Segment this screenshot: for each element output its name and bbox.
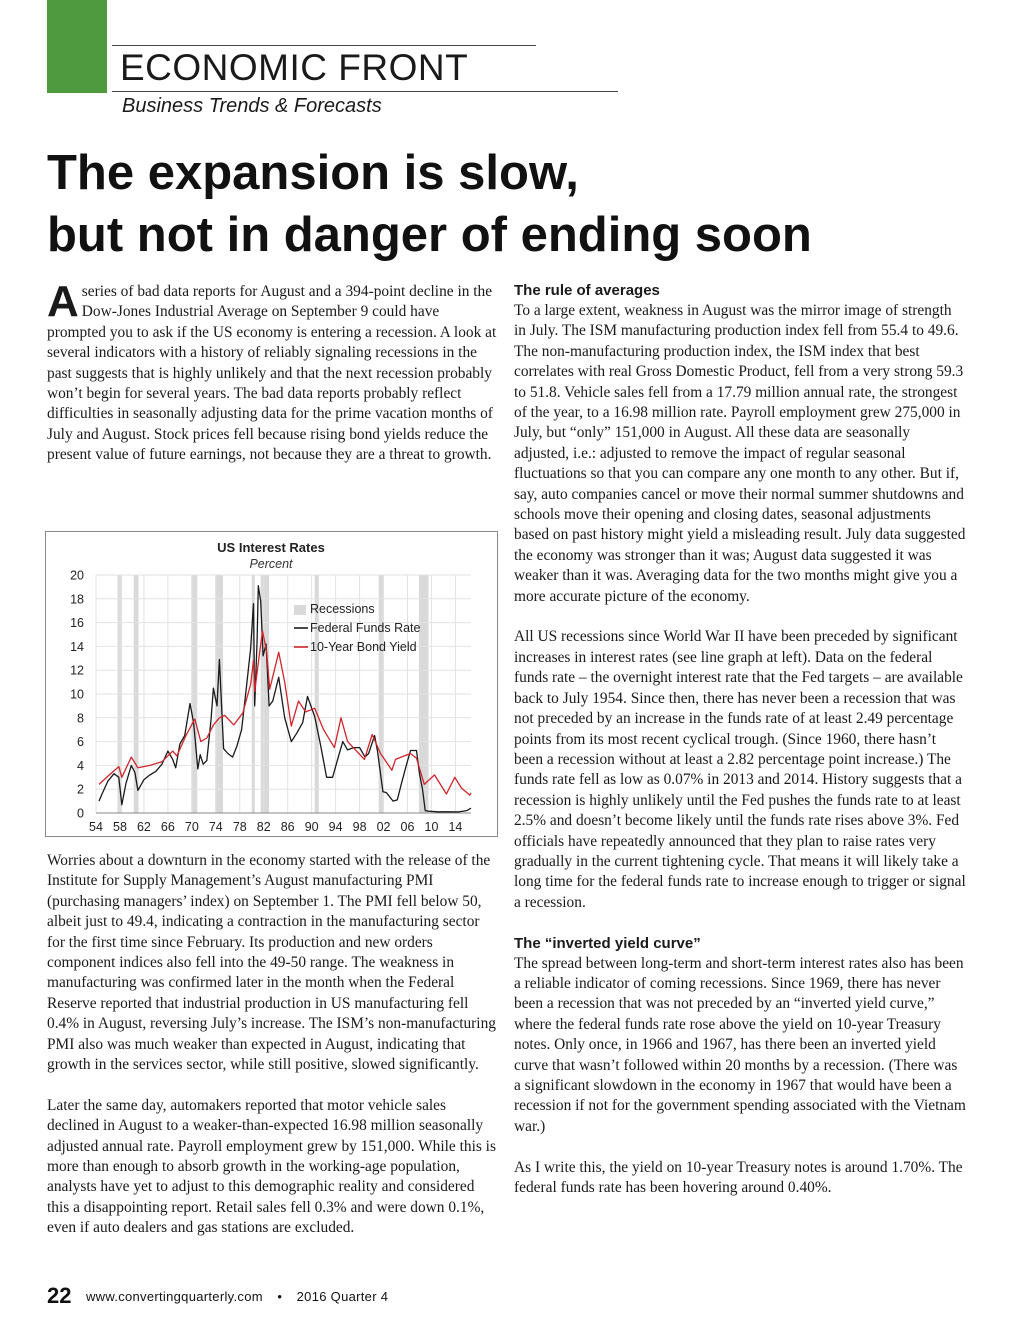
y-tick-label: 6 [77, 735, 84, 750]
pmi-paragraph: Worries about a downturn in the economy started with the release of the Institute for Supply Management’s August manufacturing PMI (purchasing managers’ index) on September 1. The PMI fell below 50, albeit just to 49.4, indicating a contraction in the manufacturing sector for the first time since February. Its production and new orders component indices also fell into the 49-50 range. The weakness in manufacturing was confirmed later in the month when the Federal Reserve reported that industrial production in US manufacturing fell 0.4% in August, reversing July’s increase. The ISM’s non-manufacturing PMI also was much weaker than expected in August, indicating that growth in the services sector, while still positive, slowed significantly. [47, 852, 496, 1074]
x-tick-label: 98 [352, 820, 367, 834]
footer-website: www.convertingquarterly.com [85, 1288, 263, 1304]
x-tick-label: 58 [113, 820, 127, 834]
article-headline [47, 142, 812, 266]
header-rule-bottom [112, 91, 618, 92]
legend-swatch-recessions [294, 605, 306, 615]
x-tick-label: 54 [89, 820, 103, 834]
footer-issue: 2016 Quarter 4 [296, 1288, 389, 1304]
y-tick-label: 14 [70, 639, 84, 654]
y-tick-label: 8 [77, 711, 84, 726]
averages-paragraph: To a large extent, weakness in August was the mirror image of strength in July. The ISM manufacturing production index fell from 55.4 to 49.6. The non-manufacturing production index, the ISM index that best correlates with real Gross Domestic Product, fell from a very strong 59.3 to 51.8. Vehicle sales fell from a 17.79 million annual rate, the strongest of the year, to a 16.98 million rate. Payroll employment grew 275,000 in July, but “only” 151,000 in August. All these data are seasonally adjusted, i.e.: adjusted to remove the impact of regular seasonal fluctuations so that you can compare any one month to any other. But if, say, auto companies cancel or move their normal summer shutdowns and schools move their opening and closing dates, seasonal adjustments based on past history might yield a misleading result. July data suggested the economy was stronger than it was; August data suggested it was weaker than it was. Averaging data for the two months might give you a more accurate picture of the economy. [514, 302, 966, 605]
header-rule-top [112, 45, 536, 46]
recessions-paragraph: All US recessions since World War II have been preceded by significant increases in interest rates (see line graph at left). Data on the federal funds rate – the overnight interest rate that the Fed targets – are available back to July 1954. Since then, there has never been a recession that was not preceded by an increase in the funds rate of at least 2.49 percentage points from its most recent cyclical trough. (Since 1960, there hasn’t been a recession without at least a 2.82 percentage point increase.) The funds rate fell as low as 0.07% in 2013 and 2014. History suggests that a recession is highly unlikely until the Fed pushes the funds rate to at least 2.5% and doesn’t become likely until the funds rate rises above 3%. Fed officials have repeatedly announced that they plan to raise rates very gradually in the current tightening cycle. That means it will likely take a long time for the federal funds rate to increase enough to trigger or signal a recession. [514, 628, 966, 911]
x-tick-label: 62 [136, 820, 151, 834]
y-tick-label: 10 [70, 687, 84, 702]
subhead-rule-of-averages: The rule of averages [514, 282, 660, 299]
y-tick-label: 12 [70, 663, 84, 678]
x-tick-label: 70 [184, 820, 199, 834]
x-tick-label: 90 [304, 820, 319, 834]
legend-label: Recessions [310, 602, 375, 616]
x-tick-label: 94 [328, 820, 343, 834]
y-tick-label: 4 [77, 758, 84, 773]
bond-yield-line [99, 631, 471, 795]
x-tick-label: 14 [448, 820, 463, 834]
x-tick-label: 66 [160, 820, 175, 834]
left-column-bottom [47, 851, 497, 1239]
right-column [514, 281, 966, 1198]
x-tick-label: 02 [376, 820, 391, 834]
x-tick-label: 74 [208, 820, 223, 834]
page-number: 22 [47, 1283, 72, 1308]
section-accent-bar [47, 0, 107, 93]
y-tick-label: 0 [77, 806, 84, 821]
x-tick-label: 86 [280, 820, 295, 834]
y-tick-label: 18 [70, 592, 84, 607]
vehicle-sales-paragraph: Later the same day, automakers reported that motor vehicle sales declined in August to a weaker-than-expected 16.98 million seasonally adjusted annual rate. Payroll employment grew by 151,000. While this is more than enough to absorb growth in the working-age population, analysts have yet to adjust to this demographic reality and considered this a disappointing report. Retail sales fell 0.3% and were down 0.1%, even if auto dealers and gas stations are excluded. [47, 1096, 496, 1237]
page-footer [47, 1283, 388, 1309]
legend-label: Federal Funds Rate [310, 621, 421, 635]
x-tick-label: 78 [232, 820, 247, 834]
federal-funds-rate-line [99, 586, 471, 812]
chart-svg [46, 532, 497, 836]
intro-paragraph [47, 277, 497, 466]
legend-label: 10-Year Bond Yield [310, 640, 417, 654]
intro-text: series of bad data reports for August and a 394-point decline in the Dow-Jones Industrial Average on September 9 could have prompted you to ask if the US economy is entering a recession. A look at several indicators with a history of reliably signaling recessions in the past suggests that is highly unlikely and that the next recession probably won’t begin for several years. The bad data reports probably reflect difficulties in seasonally adjusting data for the prime vacation months of July and August. Stock prices fell because rising bond yields reduce the present value of future earnings, not because they are a threat to growth. [47, 283, 497, 464]
x-tick-label: 10 [424, 820, 439, 834]
headline-line-1: The expansion is slow, [47, 146, 579, 200]
chart-title: US Interest Rates [217, 540, 325, 555]
y-tick-label: 20 [70, 568, 84, 583]
x-tick-label: 06 [400, 820, 415, 834]
current-rates-paragraph: As I write this, the yield on 10-year Treasury notes is around 1.70%. The federal funds rate has been hovering around 0.40%. [514, 1158, 963, 1197]
drop-cap: A [47, 277, 79, 326]
y-tick-label: 16 [70, 616, 84, 631]
x-tick-label: 82 [256, 820, 271, 834]
headline-line-2: but not in danger of ending soon [47, 208, 812, 262]
section-title: ECONOMIC FRONT [120, 47, 469, 88]
yield-curve-paragraph: The spread between long-term and short-term interest rates also has been a reliable indicator of coming recessions. Since 1969, there has never been a recession that was not preceded by an “inverted yield curve,” where the federal funds rate rose above the yield on 10-year Treasury notes. Only once, in 1966 and 1967, has there been an inverted yield curve that wasn’t followed within 20 months by a recession. (There was a significant slowdown in the economy in 1967 that would have been a recession if not for the government spending associated with the Vietnam war.) [514, 954, 966, 1135]
section-subtitle: Business Trends & Forecasts [122, 95, 382, 117]
left-column-top [47, 277, 497, 466]
subhead-inverted-yield-curve: The “inverted yield curve” [514, 934, 701, 952]
chart-subtitle: Percent [249, 557, 293, 571]
y-tick-label: 2 [77, 782, 84, 797]
interest-rates-chart [45, 531, 498, 837]
footer-bullet: • [277, 1288, 283, 1304]
